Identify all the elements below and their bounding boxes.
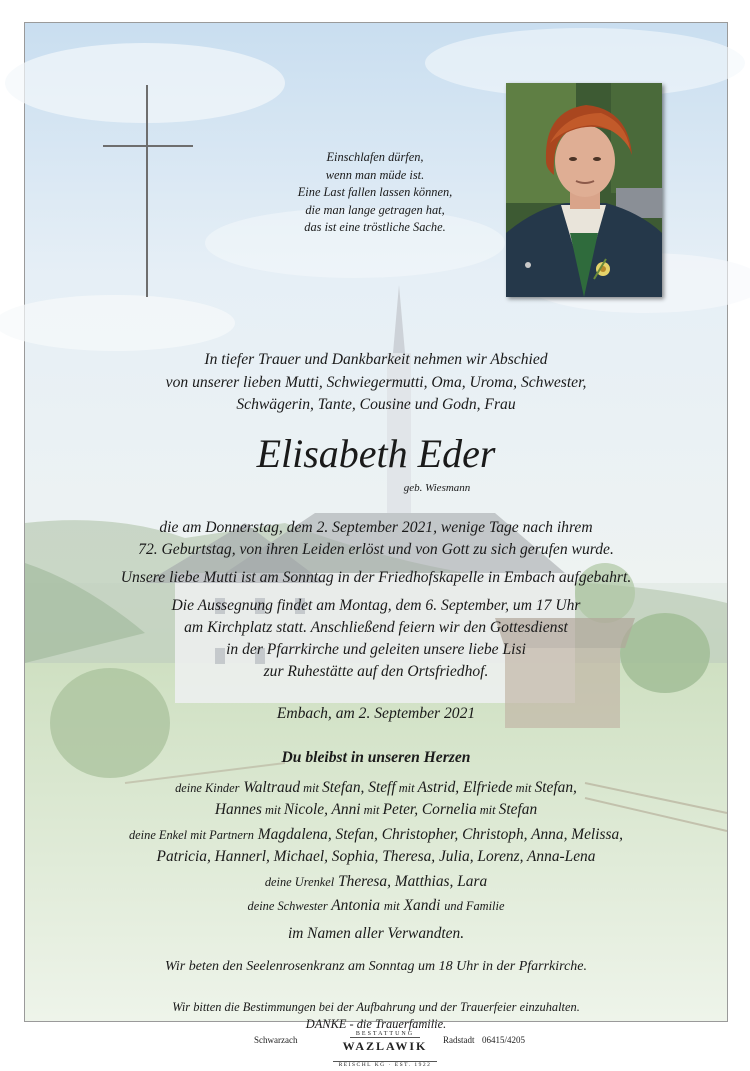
grandchildren-line-2: Patricia, Hannerl, Michael, Sophia, Theresa, Julia, Lorenz, Anna-Lena <box>156 848 596 866</box>
intro-line: Schwägerin, Tante, Cousine und Godn, Frau <box>236 396 516 414</box>
great-grandchildren-names: Theresa, Matthias, Lara <box>338 872 488 890</box>
grandchildren-label: deine Enkel mit Partnern <box>128 827 254 842</box>
intro-text <box>25 349 727 417</box>
family-names: Nicole, Anni <box>283 801 361 819</box>
poem-line: das ist eine tröstliche Sache. <box>304 220 446 235</box>
family-names: Stefan, Steff <box>322 779 396 796</box>
sister-line <box>25 895 727 917</box>
lying-in-state: Unsere liebe Mutti ist am Sonntag in der Friedhofskapelle in Embach aufgebahrt. <box>120 569 632 586</box>
rosary-notice: Wir beten den Seelenrosenkranz am Sonntag um 18 Uhr in der Pfarrkirche. <box>164 959 587 974</box>
sister-name: Antonia <box>331 897 381 915</box>
ceremony-line: Die Aussegnung findet am Montag, dem 6. September, um 17 Uhr <box>171 597 581 614</box>
children-line-2 <box>25 799 727 821</box>
family-names: Stefan, <box>534 779 577 796</box>
poem-line: Eine Last fallen lassen können, <box>297 185 453 200</box>
family-names: Astrid, Elfriede <box>417 779 513 796</box>
footer-phone: 06415/4205 <box>482 1035 526 1045</box>
great-grandchildren-line <box>25 871 727 893</box>
grandchildren-line-1 <box>25 824 727 846</box>
motto: Du bleibst in unseren Herzen <box>281 749 471 766</box>
ceremony-line: in der Pfarrkirche und geleiten unsere liebe Lisi <box>226 641 526 658</box>
connector-word: mit <box>261 803 284 818</box>
family-names: Stefan <box>498 801 538 819</box>
sister-family: und Familie <box>444 899 505 914</box>
intro-line: In tiefer Trauer und Dankbarkeit nehmen wir Abschied <box>204 351 548 368</box>
footer <box>0 1022 750 1068</box>
ceremony-line: zur Ruhestätte auf den Ortsfriedhof. <box>263 663 489 680</box>
ceremony-line: am Kirchplatz statt. Anschließend feiern wir den Gottesdienst <box>184 619 568 636</box>
connector-word: mit <box>395 781 418 795</box>
children-label: deine Kinder <box>175 781 240 795</box>
cross-icon <box>146 85 148 297</box>
portrait-illustration <box>506 83 662 297</box>
connector-word: mit <box>512 781 535 795</box>
footer-location-right: Radstadt <box>443 1035 475 1045</box>
sister-partner: Xandi <box>403 897 441 915</box>
poem-line: die man lange getragen hat, <box>305 202 445 217</box>
children-names-1 <box>243 779 577 796</box>
children-line-1 <box>25 777 727 799</box>
grandchildren-names-1: Magdalena, Stefan, Christopher, Christoph, Anna, Melissa, <box>257 825 623 843</box>
family-names: Waltraud <box>243 779 301 796</box>
death-notice-line: die am Donnerstag, dem 2. September 2021, wenige Tage nach ihrem <box>159 519 593 536</box>
logo-bottom: REISCHL KG · EST. 1922 <box>333 1061 438 1068</box>
death-notice <box>25 517 727 683</box>
cross-icon-bar <box>103 145 193 147</box>
family-names: Peter, Cornelia <box>382 801 477 819</box>
sister-with: mit <box>383 899 400 914</box>
obituary-card <box>24 22 728 1031</box>
logo-name: WAZLAWIK <box>342 1039 428 1053</box>
connector-word: mit <box>360 803 383 818</box>
deceased-name: Elisabeth Eder <box>256 431 496 476</box>
poem-line: wenn man müde ist. <box>325 167 425 182</box>
connector-word: mit <box>300 781 323 795</box>
death-notice-line: 72. Geburtstag, von ihren Leiden erlöst und von Gott zu sich gerufen wurde. <box>138 541 614 558</box>
maiden-name: geb. Wiesmann <box>403 482 471 494</box>
great-grandchildren-label: deine Urenkel <box>264 874 335 889</box>
family-names: Hannes <box>214 801 262 819</box>
all-relatives: im Namen aller Verwandten. <box>287 925 465 943</box>
connector-word: mit <box>476 803 499 818</box>
poem-line: Einschlafen dürfen, <box>326 150 424 164</box>
undertaker-logo <box>330 1022 440 1071</box>
poem <box>245 149 505 237</box>
place-date: Embach, am 2. September 2021 <box>276 705 476 722</box>
logo-top: BESTATTUNG <box>350 1031 420 1038</box>
intro-line: von unserer lieben Mutti, Schwiegermutti, Oma, Uroma, Schwester, <box>165 373 587 391</box>
family-list <box>25 777 727 946</box>
portrait-photo <box>506 83 662 297</box>
footer-location-left: Schwarzach <box>254 1035 298 1045</box>
sister-label: deine Schwester <box>247 899 328 914</box>
rules-line: DANKE - die Trauerfamilie. <box>305 1017 447 1031</box>
rules-line: Wir bitten die Bestimmungen bei der Aufbahrung und der Trauerfeier einzuhalten. <box>172 1000 580 1014</box>
